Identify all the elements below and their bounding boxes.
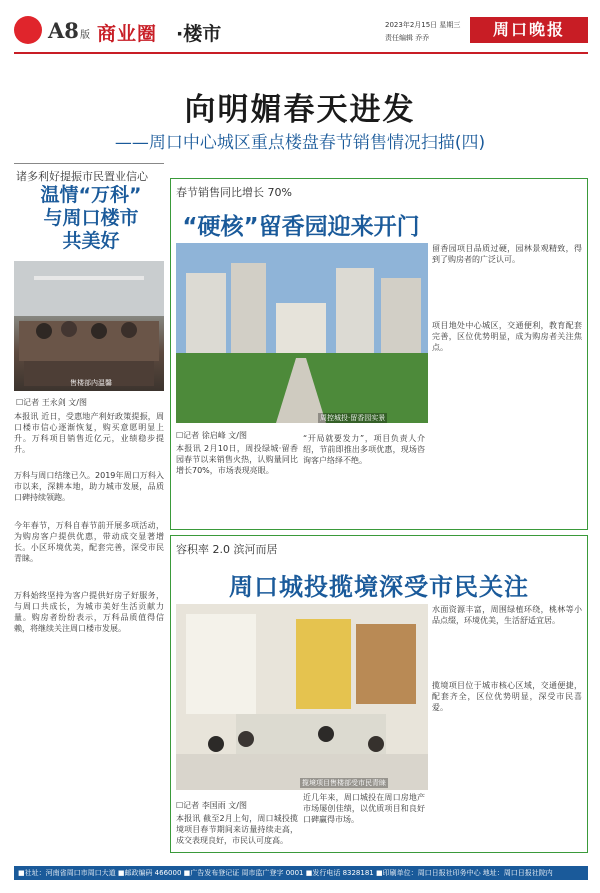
left-article-photo <box>14 261 164 391</box>
story1-title: “硬核”留香园迎来开门 <box>182 214 420 240</box>
page-suffix: 版 <box>80 30 90 41</box>
story2-photo <box>176 604 428 790</box>
story1-author: ☐记者 徐启峰 文/图 <box>176 431 247 440</box>
left-article-title: 温情“万科” 与周口楼市 共美好 <box>40 184 142 252</box>
section-name: ·楼市 <box>176 23 222 45</box>
paper-logo: 周口晚报 <box>470 17 588 43</box>
issue-date: 2023年2月15日 星期三 <box>385 21 461 29</box>
masthead <box>0 0 600 62</box>
story1-paragraph: 本报讯 2月10日，周投绿城·留香园春节以来销售火热，认购量同比增长70%，市场表现亮眼。 <box>176 444 298 475</box>
sales-office-illustration <box>14 261 164 391</box>
left-paragraph: 万科始终坚持为客户提供好房子好服务，与周口共成长，为城市美好生活贡献力量。购房者纷纷表示，万科品质值得信赖，将继续关注周口楼市发展。 <box>14 591 164 633</box>
story2-title: 周口城投揽境深受市民关注 <box>229 573 529 601</box>
editor-credit: 责任编辑 乔乔 <box>385 34 430 42</box>
left-article-kicker: 诸多利好提振市民置业信心 <box>16 170 148 183</box>
story2-paragraph: 揽境项目位于城市核心区域，交通便捷，配套齐全，区位优势明显，深受市民喜爱。 <box>432 681 582 712</box>
story2-photo-caption: 揽境项目售楼部受市民青睐 <box>302 779 386 787</box>
left-paragraph: 本报讯 近日，受惠地产利好政策提振，周口楼市信心逐渐恢复，购买意愿明显上升。万科项目销售近亿元，业绩稳步提升。 <box>14 412 164 454</box>
story1-photo <box>176 243 428 423</box>
sales-center-illustration <box>176 604 428 790</box>
page-headline: 向明媚春天进发 <box>184 92 416 128</box>
header-rule <box>14 52 588 54</box>
section-brand: 商业圈 <box>97 23 158 45</box>
left-paragraph: 万科与周口结缘已久。2019年周口万科入市以来，深耕本地，助力城市发展，品质口碑持续领跑。 <box>14 471 164 502</box>
story1-kicker: 春节销售同比增长 70% <box>176 186 292 199</box>
story2-kicker: 容积率 2.0 滨河而居 <box>176 543 278 556</box>
footer-bar: ■社址：河南省周口市周口大道 ■邮政编码 466000 ■广告发布登记证 周市监广登字 0001 ■发行电话 8328181 ■印刷单位：周口日报社印务中心 地址：周口日报社院内 <box>14 866 588 880</box>
left-column-rule <box>14 163 164 164</box>
story1-photo-caption: 周控城投·留香园实景 <box>320 414 386 422</box>
story2-paragraph: 水面资源丰富，周围绿植环绕，桃林等小品点缀，环境优美，生活舒适宜居。 <box>432 605 582 625</box>
left-paragraph: 今年春节，万科自春节前开展多项活动，为购房客户提供优惠，带动成交显著增长。小区环境优美，配套完善，深受市民青睐。 <box>14 521 164 563</box>
page-subheadline: ——周口中心城区重点楼盘春节销售情况扫描(四) <box>114 133 486 153</box>
story1-paragraph: “开局就要发力”，项目负责人介绍，节前即推出多项优惠，现场咨询客户络绎不绝。 <box>303 434 425 465</box>
story2-paragraph: 近几年来，周口城投在周口房地产市场屡创佳绩，以优质项目和良好口碑赢得市场。 <box>303 793 425 824</box>
masthead-dot-icon <box>14 16 42 44</box>
story1-paragraph: 留香园项目品质过硬，园林景观精致，得到了购房者的广泛认可。 <box>432 244 582 264</box>
story1-paragraph: 项目地处中心城区，交通便利，教育配套完善，区位优势明显，成为购房者关注焦点。 <box>432 321 582 352</box>
story2-author: ☐记者 李国雨 文/图 <box>176 801 247 810</box>
residential-compound-illustration <box>176 243 428 423</box>
story2-paragraph: 本报讯 截至2月上旬，周口城投揽境项目春节期间来访量持续走高，成交表现良好，市民认可度高。 <box>176 814 298 845</box>
left-photo-caption: 售楼部内温馨 <box>70 379 112 387</box>
left-article-author: ☐记者 王永剑 文/图 <box>16 398 87 407</box>
page-code: A8 <box>48 18 79 43</box>
